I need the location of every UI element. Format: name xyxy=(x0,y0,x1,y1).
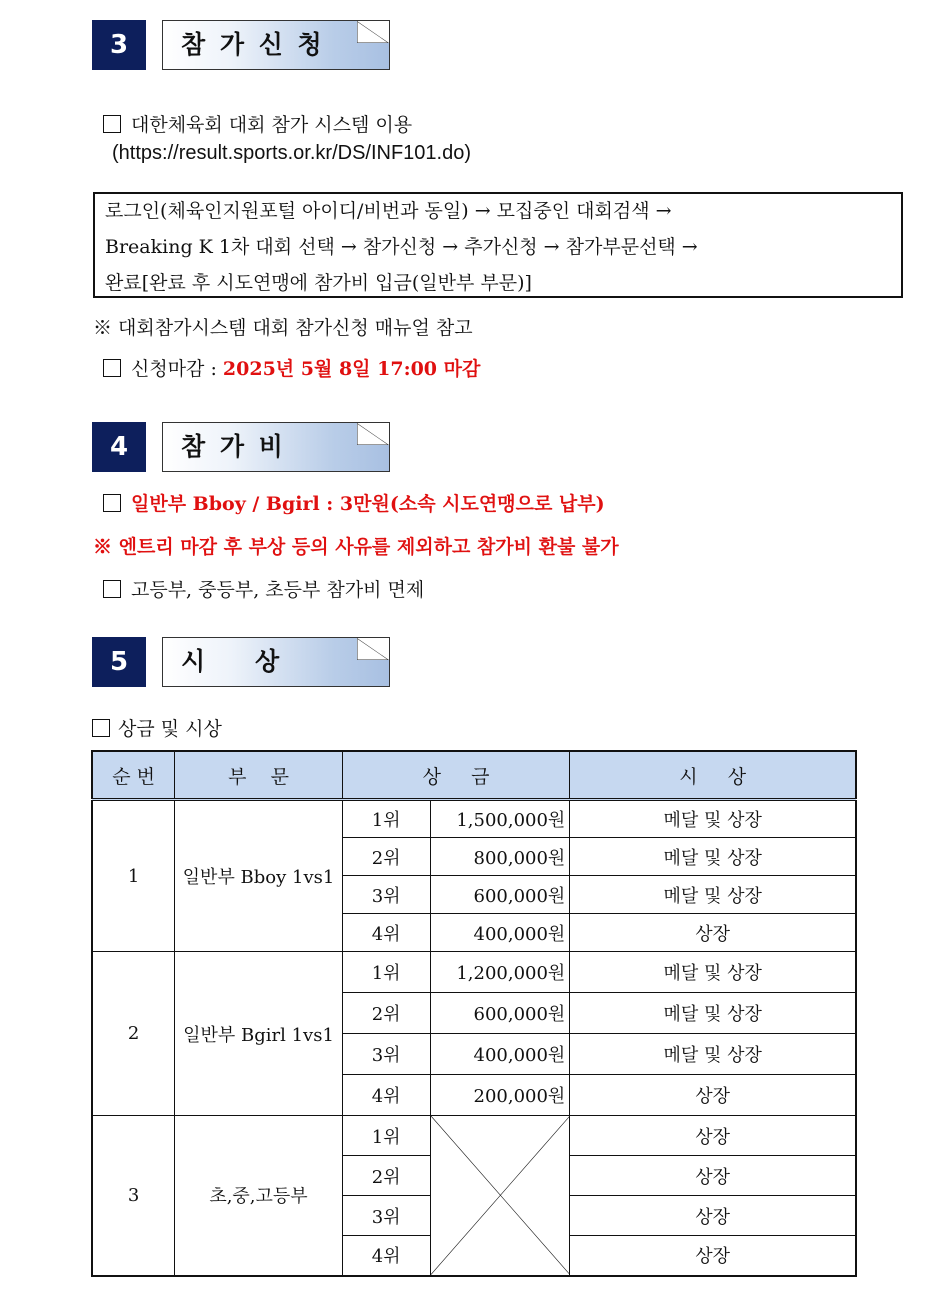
amount: 1,200,000원 xyxy=(430,952,570,993)
rank: 4위 xyxy=(342,914,430,952)
rank: 4위 xyxy=(342,1075,430,1116)
cross-out-icon xyxy=(431,1116,570,1275)
sec3-line1 xyxy=(103,110,412,137)
folded-corner-icon xyxy=(357,21,389,43)
rank: 3위 xyxy=(342,1034,430,1075)
checkbox-icon xyxy=(103,494,121,512)
group-no: 1 xyxy=(92,800,175,952)
section-title-box xyxy=(162,20,390,70)
rank: 2위 xyxy=(342,993,430,1034)
award: 메달 및 상장 xyxy=(570,876,856,914)
section-title-box xyxy=(162,422,390,472)
rank: 2위 xyxy=(342,1156,430,1196)
rank: 3위 xyxy=(342,1196,430,1236)
checkbox-icon xyxy=(92,719,110,737)
section-number: 5 xyxy=(92,637,146,687)
checkbox-icon xyxy=(103,115,121,133)
amount: 600,000원 xyxy=(430,876,570,914)
sec3-line1-text: 대한체육회 대회 참가 시스템 이용 xyxy=(131,114,413,136)
amount: 400,000원 xyxy=(430,1034,570,1075)
table-row xyxy=(92,1116,856,1156)
header-division: 부 문 xyxy=(175,751,343,800)
sec4-note: ※ 엔트리 마감 후 부상 등의 사유를 제외하고 참가비 환불 불가 xyxy=(93,536,619,558)
rank: 3위 xyxy=(342,876,430,914)
amount: 1,500,000원 xyxy=(430,800,570,838)
rank: 1위 xyxy=(342,1116,430,1156)
rank: 4위 xyxy=(342,1236,430,1276)
award: 메달 및 상장 xyxy=(570,1034,856,1075)
prize-table xyxy=(91,750,857,1277)
award: 메달 및 상장 xyxy=(570,993,856,1034)
sec3-deadline xyxy=(103,354,480,381)
section-title-box xyxy=(162,637,390,687)
award: 메달 및 상장 xyxy=(570,800,856,838)
flow-line: 완료[완료 후 시도연맹에 참가비 입금(일반부 부문)] xyxy=(105,272,532,294)
folded-corner-icon xyxy=(357,638,389,660)
folded-corner-icon xyxy=(357,423,389,445)
award: 상장 xyxy=(570,914,856,952)
flow-line: Breaking K 1차 대회 선택 → 참가신청 → 추가신청 → 참가부문선택 → xyxy=(105,236,698,258)
table-header-row xyxy=(92,751,856,800)
deadline-value: 2025년 5월 8일 17:00 마감 xyxy=(222,358,481,380)
award: 상장 xyxy=(570,1156,856,1196)
award: 상장 xyxy=(570,1075,856,1116)
header-no: 순 번 xyxy=(92,751,175,800)
header-award: 시 상 xyxy=(570,751,856,800)
sec5-intro-text: 상금 및 시상 xyxy=(118,718,222,740)
table-row xyxy=(92,952,856,993)
sec4-line1 xyxy=(103,489,605,516)
deadline-label: 신청마감 : xyxy=(131,358,223,380)
sec5-intro xyxy=(92,714,222,741)
amount: 600,000원 xyxy=(430,993,570,1034)
group-no: 2 xyxy=(92,952,175,1116)
rank: 1위 xyxy=(342,952,430,993)
group-no: 3 xyxy=(92,1116,175,1276)
section-number: 4 xyxy=(92,422,146,472)
sec4-line2-text: 고등부, 중등부, 초등부 참가비 면제 xyxy=(131,579,425,601)
flow-line: 로그인(체육인지원포털 아이디/비번과 동일) → 모집중인 대회검색 → xyxy=(105,200,672,222)
amount: 200,000원 xyxy=(430,1075,570,1116)
section-title: 참 가 신 청 xyxy=(181,30,325,59)
sec4-line2 xyxy=(103,575,424,602)
table-row xyxy=(92,800,856,838)
amount: 400,000원 xyxy=(430,914,570,952)
header-prize: 상 금 xyxy=(342,751,570,800)
award: 상장 xyxy=(570,1116,856,1156)
section-title: 참 가 비 xyxy=(181,432,286,461)
sec4-line1-text: 일반부 Bboy / Bgirl : 3만원(소속 시도연맹으로 납부) xyxy=(131,493,605,515)
section-number: 3 xyxy=(92,20,146,70)
empty-prize-cell xyxy=(430,1116,570,1276)
sec3-note: ※ 대회참가시스템 대회 참가신청 매뉴얼 참고 xyxy=(93,317,473,339)
award: 메달 및 상장 xyxy=(570,952,856,993)
award: 상장 xyxy=(570,1196,856,1236)
award: 메달 및 상장 xyxy=(570,838,856,876)
rank: 1위 xyxy=(342,800,430,838)
group-division: 초,중,고등부 xyxy=(175,1116,343,1276)
award: 상장 xyxy=(570,1236,856,1276)
section-title: 시 상 xyxy=(181,647,283,676)
application-flow-box xyxy=(93,192,903,298)
amount: 800,000원 xyxy=(430,838,570,876)
checkbox-icon xyxy=(103,359,121,377)
group-division: 일반부 Bgirl 1vs1 xyxy=(175,952,343,1116)
sec3-url[interactable]: (https://result.sports.or.kr/DS/INF101.do) xyxy=(112,142,472,164)
group-division: 일반부 Bboy 1vs1 xyxy=(175,800,343,952)
checkbox-icon xyxy=(103,580,121,598)
rank: 2위 xyxy=(342,838,430,876)
